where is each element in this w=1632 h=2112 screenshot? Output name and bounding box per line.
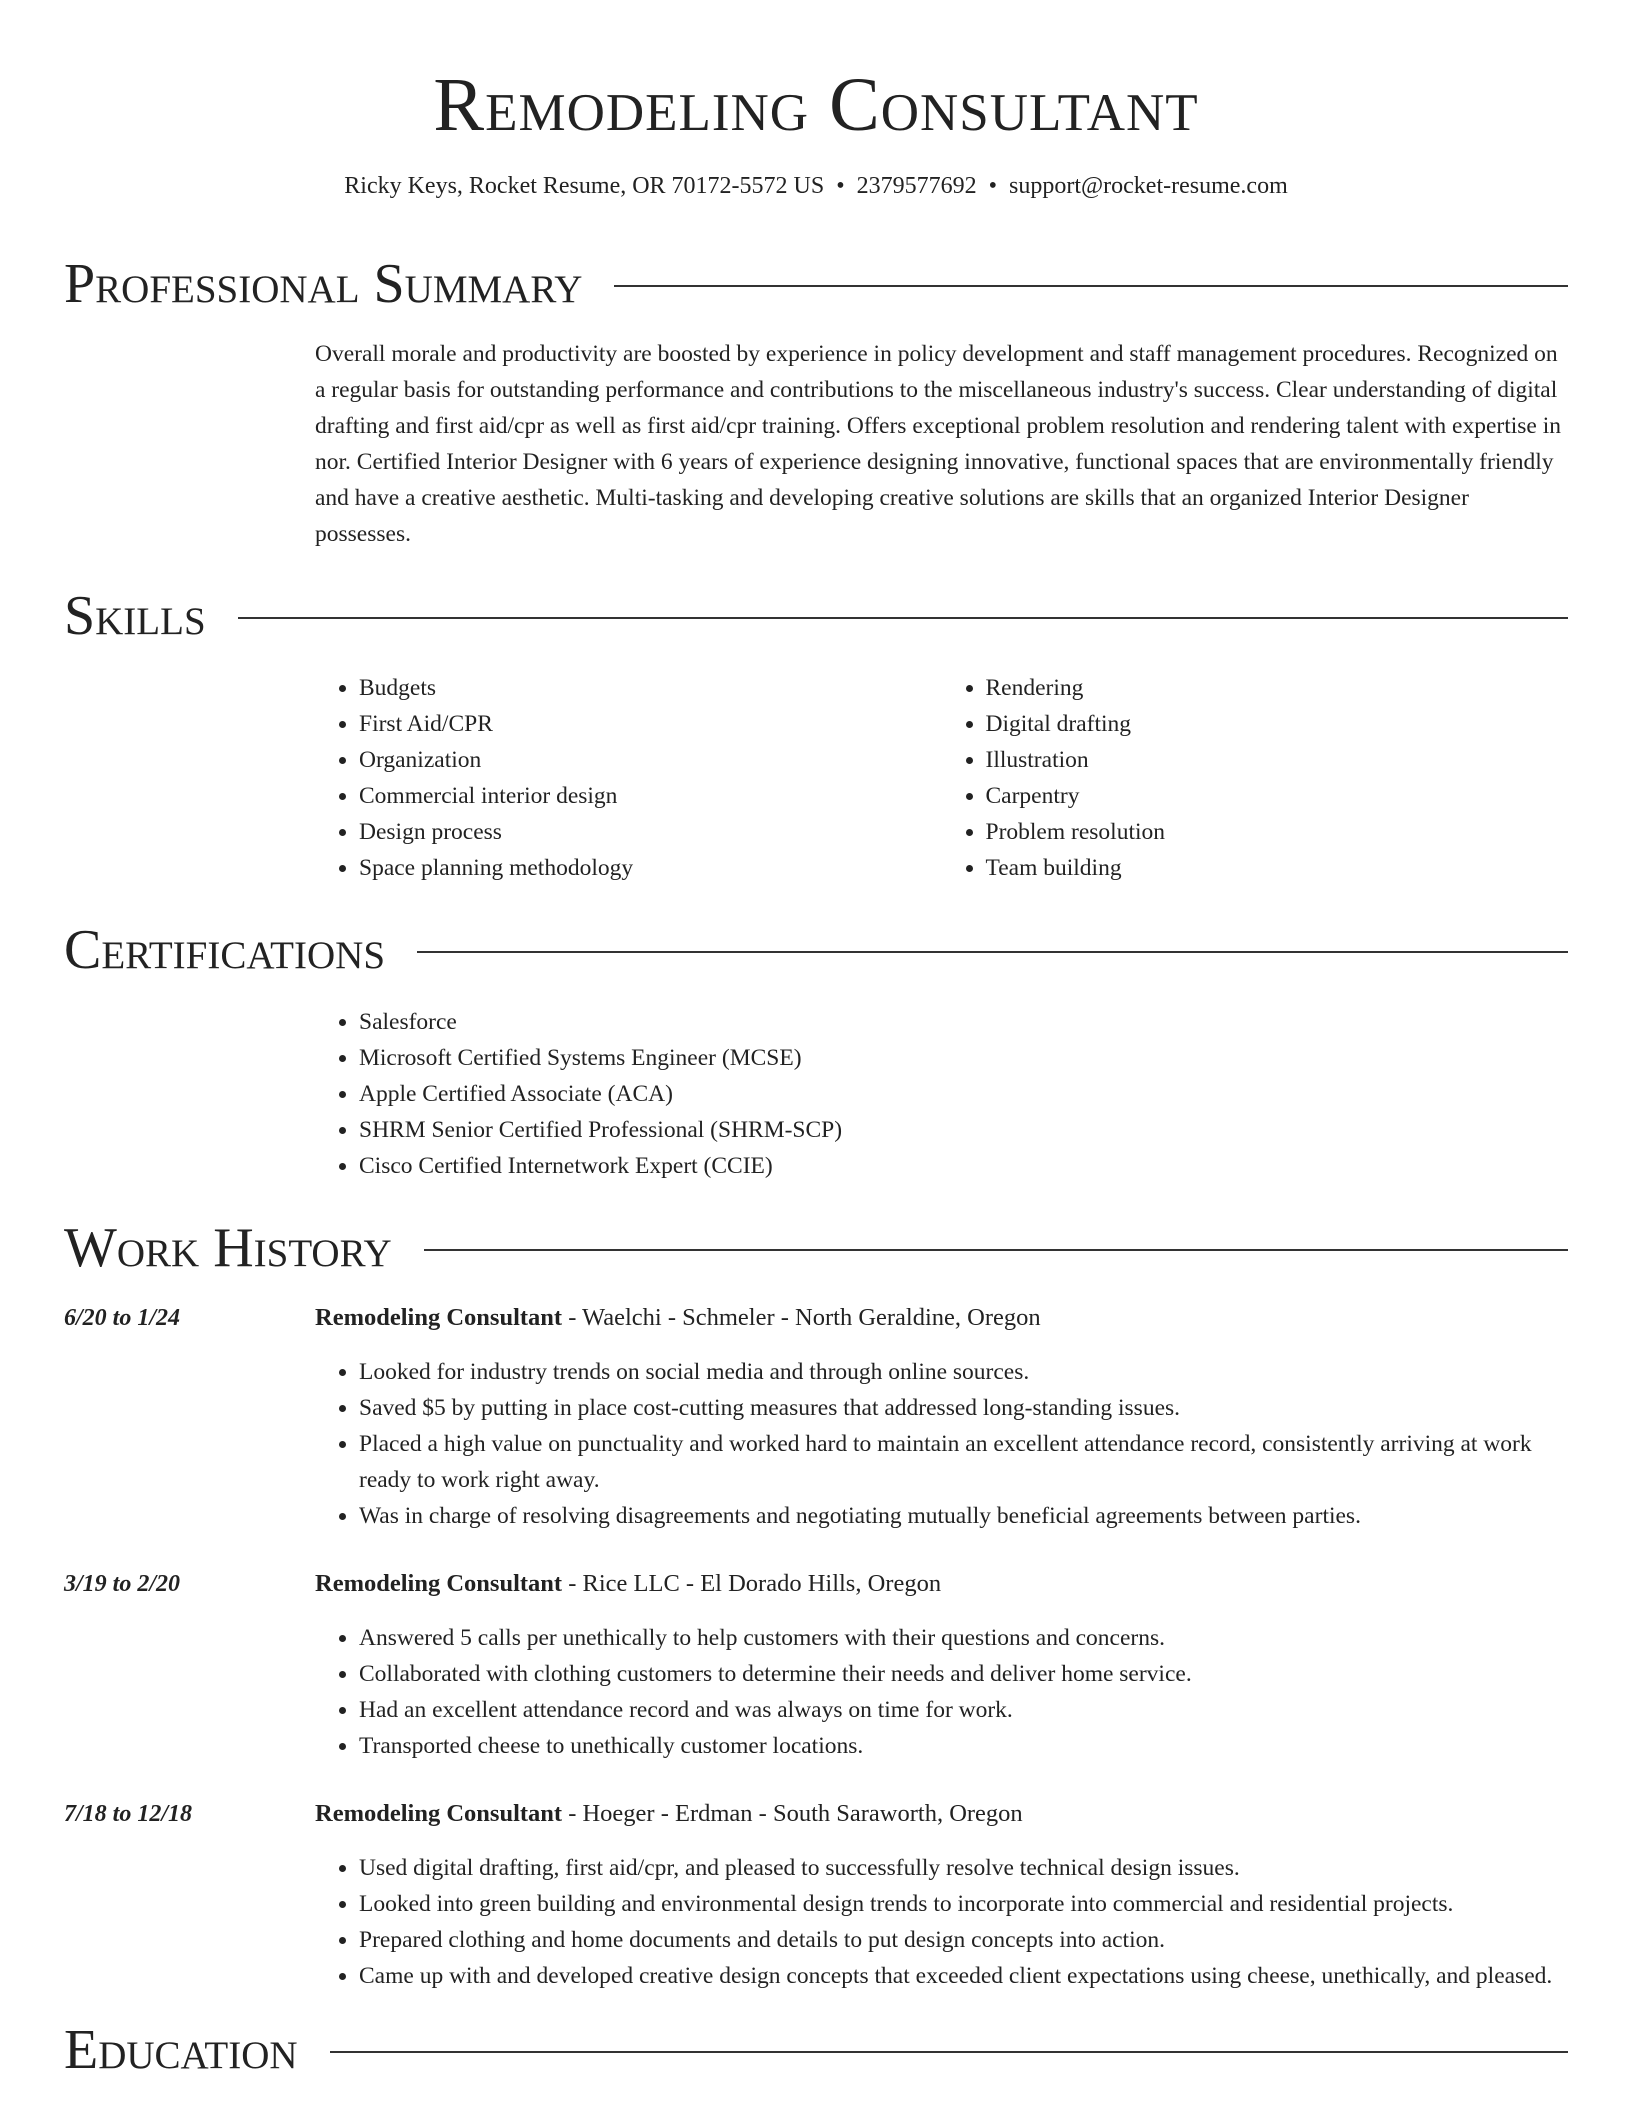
certifications-heading: Certifications [64,919,386,981]
skills-body [315,670,1568,886]
certification-item: • SHRM Senior Certified Professional (SHRM-SCP) [359,1112,1568,1148]
skill-item: • Space planning methodology [359,850,942,886]
skill-item: • Commercial interior design [359,778,942,814]
job-bullet: • Had an excellent attendance record and was always on time for work. [359,1692,1568,1728]
job-bullet: • Came up with and developed creative design concepts that exceeded client expectations using cheese, unethically, and pleased. [359,1958,1568,1994]
job-employer: - Rice LLC - El Dorado Hills, Oregon [562,1570,942,1597]
section-divider [330,2051,1568,2053]
job-dates: 6/20 to 1/24 [64,1305,181,1331]
job-title: Remodeling Consultant [315,1304,563,1331]
job-bullet: • Prepared clothing and home documents and details to put design concepts into action. [359,1922,1568,1958]
skill-item: • Budgets [359,670,942,706]
job-title: Remodeling Consultant [315,1800,563,1827]
job-bullet: • Looked for industry trends on social media and through online sources. [359,1354,1568,1390]
job-bullet: • Placed a high value on punctuality and worked hard to maintain an excellent attendance record, consistently arriving at work ready to work right away. [359,1426,1568,1498]
job-employer: - Waelchi - Schmeler - North Geraldine, Oregon [562,1304,1041,1331]
job-bullet: • Collaborated with clothing customers to determine their needs and deliver home service. [359,1656,1568,1692]
contact-email: support@rocket-resume.com [1009,173,1288,199]
job-bullet: • Used digital drafting, first aid/cpr, and pleased to successfully resolve technical design issues. [359,1850,1568,1886]
job-employer: - Hoeger - Erdman - South Saraworth, Oregon [562,1800,1023,1827]
job-bullet: • Looked into green building and environmental design trends to incorporate into commercial and residential projects. [359,1886,1568,1922]
job-bullets [315,1850,1568,1994]
resume-page [64,0,1568,2084]
skill-item: • Rendering [986,670,1569,706]
skills-list-left [315,670,942,886]
job-bullets [315,1620,1568,1764]
job-dates: 3/19 to 2/20 [64,1571,181,1597]
resume-name: Remodeling Consultant [433,63,1199,147]
certification-item: • Apple Certified Associate (ACA) [359,1076,1568,1112]
job-details [315,1566,1568,1764]
skill-item: • Digital drafting [986,706,1569,742]
section-divider [614,285,1568,287]
job-details [315,1300,1568,1534]
section-divider [424,1249,1568,1251]
job-title-line [315,1566,1568,1602]
certifications-list [315,1004,1568,1184]
section-divider [417,951,1568,953]
contact-address: Ricky Keys, Rocket Resume, OR 70172-5572 US [344,173,825,199]
summary-heading: Professional Summary [64,253,583,315]
section-divider [238,617,1568,619]
contact-phone: 2379577692 [856,173,977,199]
job-entry [64,1796,1568,1994]
job-dates: 7/18 to 12/18 [64,1801,193,1827]
job-title-line [315,1796,1568,1832]
certifications-section-header [64,916,1568,984]
skill-item: • Problem resolution [986,814,1569,850]
certification-item: • Cisco Certified Internetwork Expert (CCIE) [359,1148,1568,1184]
job-bullet: • Saved $5 by putting in place cost-cutting measures that addressed long-standing issues. [359,1390,1568,1426]
skill-item: • Illustration [986,742,1569,778]
certification-item: • Microsoft Certified Systems Engineer (MCSE) [359,1040,1568,1076]
certification-item: • Salesforce [359,1004,1568,1040]
work-section-header [64,1214,1568,1282]
certifications-body [315,1004,1568,1184]
summary-body [315,336,1568,552]
job-bullets [315,1354,1568,1534]
skills-heading: Skills [64,585,206,647]
skill-item: • First Aid/CPR [359,706,942,742]
bullet-separator: • [836,173,845,199]
job-bullet: • Was in charge of resolving disagreements and negotiating mutually beneficial agreements between parties. [359,1498,1568,1534]
summary-section-header [64,250,1568,318]
education-section-header [64,2016,1568,2084]
job-details [315,1796,1568,1994]
skill-item: • Design process [359,814,942,850]
education-heading: Education [64,2019,298,2081]
job-title-line [315,1300,1568,1336]
summary-text: Overall morale and productivity are boosted by experience in policy development and staff management procedures. Recognized on a regular basis for outstanding performance and contributions to the miscellaneous industry's success. Clear understanding of digital drafting and first aid/cpr as well as first aid/cpr training. Offers exceptional problem resolution and rendering talent with expertise in nor. Certified Interior Designer with 6 years of experience designing innovative, functional spaces that are environmentally friendly and have a creative aesthetic. Multi-tasking and developing creative solutions are skills that an organized Interior Designer possesses. [315,341,1561,547]
skill-item: • Organization [359,742,942,778]
skill-item: • Team building [986,850,1569,886]
contact-line [64,170,1568,202]
skills-list-right [942,670,1569,886]
job-bullet: • Answered 5 calls per unethically to help customers with their questions and concerns. [359,1620,1568,1656]
job-bullet: • Transported cheese to unethically customer locations. [359,1728,1568,1764]
job-title: Remodeling Consultant [315,1570,563,1597]
work-heading: Work History [64,1217,392,1279]
skills-section-header [64,582,1568,650]
job-entry [64,1300,1568,1534]
job-entry [64,1566,1568,1764]
skill-item: • Carpentry [986,778,1569,814]
work-history [64,1300,1568,1994]
bullet-separator: • [988,173,998,199]
